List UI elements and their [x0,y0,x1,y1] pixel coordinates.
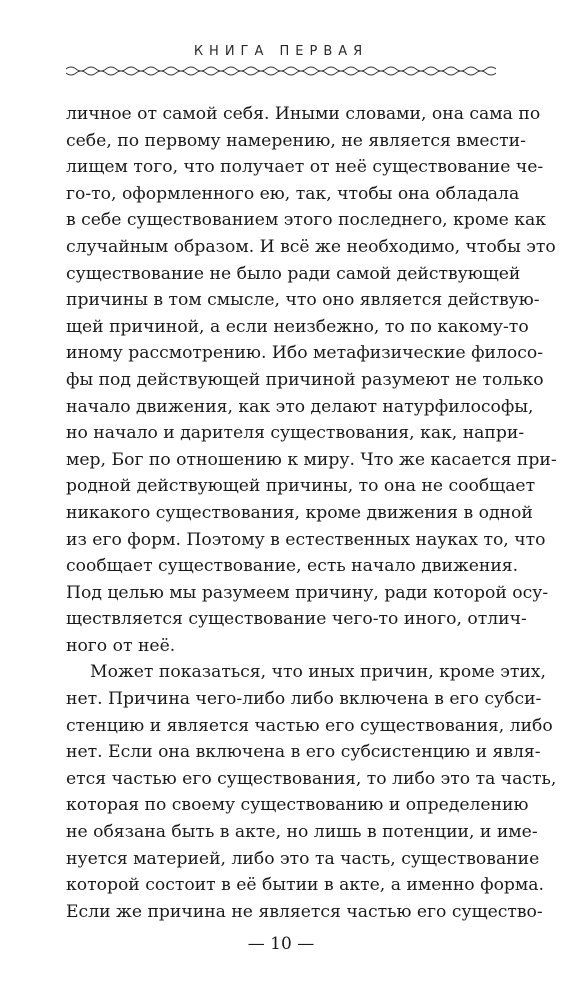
text-line: никакого существования, кроме движения в одной [66,502,533,523]
paragraph-2 [66,659,557,925]
text-line: го-то, оформленного ею, так, чтобы она обладала [66,183,520,204]
wavy-rule-ornament [66,64,496,78]
text-line: Если же причина не является частью его существо- [66,901,543,922]
text-line: лищем того, что получает от неё существование че- [66,157,544,178]
text-line: ется частью его существования, то либо это та часть, [66,768,557,789]
wavy-line-bottom [66,71,496,75]
text-line: родной действующей причины, то она не сообщает [66,476,536,497]
text-line: личное от самой себя. Иными словами, она сама по [66,104,541,124]
text-line: иному рассмотрению. Ибо метафизические филосо- [66,343,544,364]
text-line: стенцию и является частью его существования, либо [66,715,553,736]
text-line: себе, по первому намерению, не является вмести- [66,130,526,151]
text-line: нет. Если она включена в его субсистенцию и явля- [66,742,541,763]
text-line: причины в том смысле, что оно является действую- [66,290,540,311]
text-line: которой состоит в её бытии в акте, а именно форма. [66,875,545,896]
text-line: ществляется существование чего-то иного, отлич- [66,609,527,630]
text-line: из его форм. Поэтому в естественных науках то, что [66,529,546,550]
text-line: случайным образом. И всё же необходимо, чтобы это [66,236,556,257]
text-line: существование не было ради самой действующей [66,263,521,284]
text-line: Может показаться, что иных причин, кроме этих, [90,662,546,683]
page-number: — 10 — [247,934,315,954]
text-line: мер, Бог по отношению к миру. Что же касается при- [66,449,557,470]
body-text [66,101,557,925]
text-line: фы под действующей причиной разумеют не только [66,369,544,390]
text-line: ного от неё. [66,635,176,656]
text-line: но начало и дарителя существования, как, напри- [66,423,525,444]
text-line: сообщает существование, есть начало движения. [66,556,519,577]
text-line: нуется материей, либо это та часть, существование [66,848,540,869]
text-line: начало движения, как это делают натурфилософы, [66,396,534,417]
text-line: в себе существованием этого последнего, кроме как [66,210,546,231]
running-head: КНИГА ПЕРВАЯ [193,44,369,59]
paragraph-1 [66,101,557,659]
wavy-line-top [66,67,496,71]
text-line: нет. Причина чего-либо либо включена в его субси- [66,689,542,710]
text-line: не обязана быть в акте, но лишь в потенции, и име- [66,822,538,843]
text-line: Под целью мы разумеем причину, ради которой осу- [66,582,549,603]
text-line: щей причиной, а если неизбежно, то по какому-то [66,316,529,337]
text-line: которая по своему существованию и определению [66,795,529,816]
